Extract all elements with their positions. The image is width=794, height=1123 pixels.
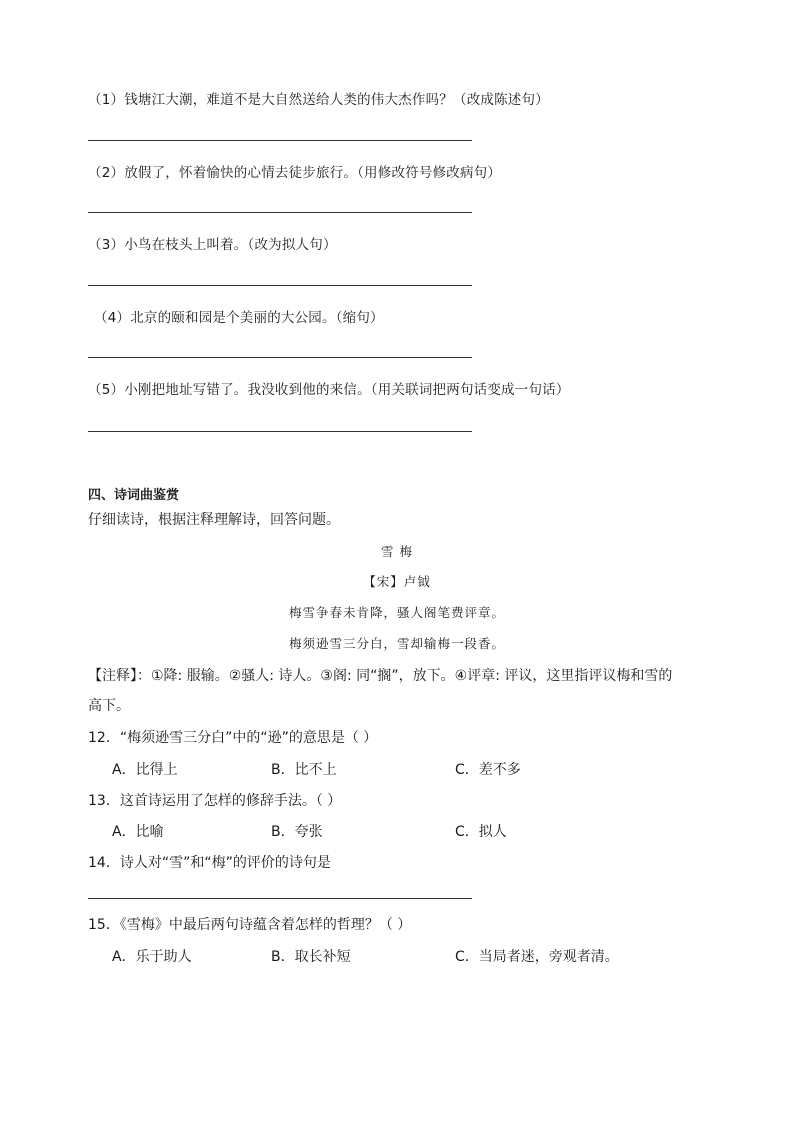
rewrite-item-2: （2）放假了，怀着愉快的心情去徒步旅行。（用修改符号修改病句）: [88, 165, 502, 181]
q13-option-b[interactable]: B．夸张: [271, 824, 323, 840]
q15-option-b[interactable]: B．取长补短: [271, 949, 351, 965]
notes-line-1: 【注释】：①降: 服输。②骚人: 诗人。③阁: 同“搁”，放下。④评章: 评议，这里指评议梅和雪的: [88, 668, 673, 684]
notes-line-2: 高下。: [88, 698, 130, 714]
q15-option-c[interactable]: C．当局者迷，旁观者清。: [455, 949, 619, 965]
question-12: 12．“梅须逊雪三分白”中的“逊”的意思是（ ）: [88, 730, 378, 746]
q15-option-a[interactable]: A．乐于助人: [112, 949, 192, 965]
answer-line-2[interactable]: [88, 212, 472, 213]
poem-title: 雪 梅: [381, 544, 413, 559]
rewrite-item-4: （4）北京的颐和园是个美丽的大公园。（缩句）: [94, 310, 384, 326]
rewrite-item-1: （1）钱塘江大潮，难道不是大自然送给人类的伟大杰作吗？（改成陈述句）: [88, 92, 549, 108]
q12-option-b[interactable]: B．比不上: [271, 762, 337, 778]
poem-line-2: 梅须逊雪三分白，雪却输梅一段香。: [288, 636, 505, 651]
rewrite-item-3: （3）小鸟在枝头上叫着。（改为拟人句）: [88, 237, 337, 253]
answer-line-1[interactable]: [88, 140, 472, 141]
answer-line-4[interactable]: [88, 357, 472, 358]
answer-line-5[interactable]: [88, 431, 472, 432]
q13-option-c[interactable]: C．拟人: [455, 824, 507, 840]
q13-option-a[interactable]: A．比喻: [112, 824, 164, 840]
question-13: 13．这首诗运用了怎样的修辞手法。（ ）: [88, 793, 342, 809]
poem-author: 【宋】卢钺: [363, 574, 431, 589]
q12-option-a[interactable]: A．比得上: [112, 762, 178, 778]
rewrite-item-5: （5）小刚把地址写错了。我没收到他的来信。（用关联词把两句话变成一句话）: [88, 382, 570, 398]
section-intro: 仔细读诗，根据注释理解诗，回答问题。: [88, 512, 340, 528]
q12-option-c[interactable]: C．差不多: [455, 762, 521, 778]
question-15: 15．《雪梅》中最后两句诗蕴含着怎样的哲理？（ ）: [88, 917, 412, 933]
poem-line-1: 梅雪争春未肯降，骚人阁笔费评章。: [288, 605, 505, 620]
answer-line-14[interactable]: [88, 898, 472, 899]
section-title: 四、诗词曲鉴赏: [88, 488, 180, 503]
question-14: 14．诗人对“雪”和“梅”的评价的诗句是: [88, 855, 331, 871]
answer-line-3[interactable]: [88, 285, 472, 286]
